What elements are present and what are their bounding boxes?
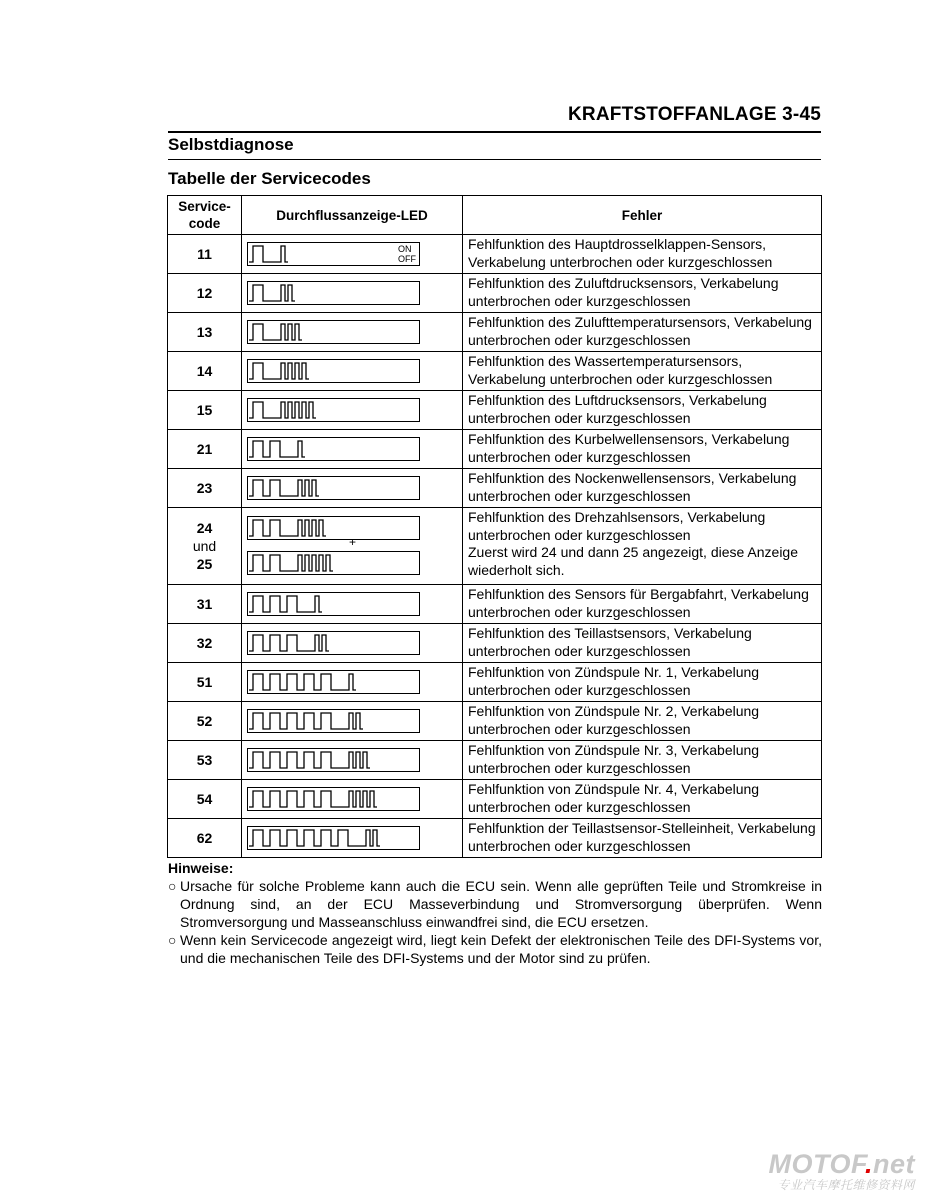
led-pulse-line bbox=[249, 520, 326, 536]
service-code-cell bbox=[168, 430, 242, 469]
led-pulse-line bbox=[249, 402, 316, 418]
led-pulse-line bbox=[249, 324, 302, 340]
table-title: Tabelle der Servicecodes bbox=[168, 169, 371, 188]
led-indicator bbox=[247, 709, 420, 733]
service-code: 13 bbox=[196, 324, 213, 340]
error-text: Fehlfunktion des Kurbelwellensensors, Verkabelung unterbrochen oder kurzgeschlossen bbox=[468, 431, 790, 465]
led-pulse-line bbox=[249, 285, 295, 301]
led-waveform-icon bbox=[248, 477, 419, 499]
service-code-cell bbox=[168, 469, 242, 508]
led-cell bbox=[242, 702, 463, 741]
error-description bbox=[463, 391, 822, 430]
led-waveform-icon bbox=[248, 827, 419, 849]
led-indicator bbox=[247, 242, 420, 266]
service-code: 51 bbox=[196, 674, 213, 690]
led-waveform-icon bbox=[248, 710, 419, 732]
error-text: Fehlfunktion des Hauptdrosselklappen-Sensors, Verkabelung unterbrochen oder kurzgeschlossen bbox=[468, 236, 773, 270]
table-header-row bbox=[168, 196, 822, 235]
header-rule bbox=[168, 131, 821, 133]
table-row bbox=[168, 624, 822, 663]
led-waveform-icon bbox=[248, 243, 419, 265]
led-cell bbox=[242, 430, 463, 469]
table-row bbox=[168, 780, 822, 819]
service-code: 54 bbox=[196, 791, 213, 807]
note-text: Wenn kein Servicecode angezeigt wird, liegt kein Defekt der elektronischen Teile des DFI-Systems vor, und die mechanischen Teile des DFI-Systems und der Motor sind zu prüfen. bbox=[180, 932, 822, 966]
error-description bbox=[463, 741, 822, 780]
service-code: 21 bbox=[196, 441, 213, 457]
table-row bbox=[168, 235, 822, 274]
service-code: 14 bbox=[196, 363, 213, 379]
led-cell bbox=[242, 313, 463, 352]
error-text: Fehlfunktion von Zündspule Nr. 3, Verkabelung unterbrochen oder kurzgeschlossen bbox=[468, 742, 760, 776]
led-indicator bbox=[247, 826, 420, 850]
notes bbox=[168, 859, 822, 967]
error-text-note: Zuerst wird 24 und dann 25 angezeigt, diese Anzeige wiederholt sich. bbox=[468, 544, 799, 578]
section-title: Selbstdiagnose bbox=[168, 135, 294, 154]
error-description bbox=[463, 469, 822, 508]
led-cell bbox=[242, 235, 463, 274]
table-row bbox=[168, 469, 822, 508]
led-cell bbox=[242, 352, 463, 391]
service-code: 62 bbox=[196, 830, 213, 846]
error-description bbox=[463, 819, 822, 858]
service-code: 11 bbox=[197, 246, 212, 262]
error-description bbox=[463, 313, 822, 352]
error-text: Fehlfunktion des Teillastsensors, Verkabelung unterbrochen oder kurzgeschlossen bbox=[468, 625, 752, 659]
led-pulse-line bbox=[249, 791, 377, 807]
error-text: Fehlfunktion von Zündspule Nr. 4, Verkabelung unterbrochen oder kurzgeschlossen bbox=[468, 781, 760, 815]
service-code-cell bbox=[168, 819, 242, 858]
led-waveform-icon bbox=[248, 632, 419, 654]
led-indicator bbox=[247, 437, 420, 461]
error-description bbox=[463, 702, 822, 741]
table-row bbox=[168, 430, 822, 469]
header-service-code: Service-code bbox=[168, 196, 242, 235]
error-description bbox=[463, 624, 822, 663]
led-pulse-line bbox=[249, 441, 305, 457]
led-pulse-line bbox=[249, 830, 380, 846]
led-waveform-icon bbox=[248, 671, 419, 693]
error-description bbox=[463, 585, 822, 624]
table-row bbox=[168, 274, 822, 313]
error-text: Fehlfunktion des Luftdrucksensors, Verkabelung unterbrochen oder kurzgeschlossen bbox=[468, 392, 767, 426]
led-pulse-line bbox=[249, 363, 309, 379]
led-cell bbox=[242, 391, 463, 430]
page-header-title: KRAFTSTOFFANLAGE 3-45 bbox=[568, 104, 821, 125]
service-code: 53 bbox=[196, 752, 213, 768]
service-code-cell bbox=[168, 274, 242, 313]
led-cell bbox=[242, 624, 463, 663]
error-text: Fehlfunktion des Zulufttemperatursensors, Verkabelung unterbrochen oder kurzgeschlossen bbox=[468, 314, 812, 348]
led-indicator bbox=[247, 476, 420, 500]
led-indicator bbox=[247, 551, 420, 575]
service-code: 25 bbox=[196, 556, 213, 572]
service-code: 12 bbox=[196, 285, 213, 301]
service-code: 23 bbox=[196, 480, 213, 496]
led-cell bbox=[242, 819, 463, 858]
service-code: 32 bbox=[196, 635, 213, 651]
error-description bbox=[463, 274, 822, 313]
led-pulse-line bbox=[249, 555, 333, 571]
led-indicator bbox=[247, 631, 420, 655]
led-waveform-icon bbox=[248, 282, 419, 304]
error-description bbox=[463, 663, 822, 702]
error-description bbox=[463, 780, 822, 819]
led-indicator bbox=[247, 516, 420, 540]
led-waveform-icon bbox=[248, 517, 419, 539]
service-code-cell bbox=[168, 235, 242, 274]
led-indicator bbox=[247, 670, 420, 694]
error-text: Fehlfunktion des Drehzahlsensors, Verkabelung unterbrochen oder kurzgeschlossen bbox=[468, 509, 766, 543]
service-code-cell bbox=[168, 585, 242, 624]
error-description bbox=[463, 352, 822, 391]
error-text: Fehlfunktion der Teillastsensor-Stelleinheit, Verkabelung unterbrochen oder kurzgeschlossen bbox=[468, 820, 816, 854]
section-rule bbox=[168, 159, 821, 160]
led-cell bbox=[242, 663, 463, 702]
led-pulse-line bbox=[249, 635, 329, 651]
led-indicator bbox=[247, 359, 420, 383]
on-label: ON bbox=[398, 244, 412, 254]
watermark-brand: MOTOF.net bbox=[768, 1149, 915, 1179]
note-text: Ursache für solche Probleme kann auch die ECU sein. Wenn alle geprüften Teile und Stromkreise in Ordnung sind, an der ECU Masseverbindung und Stromversorgung überprüfen. Wenn Stromversorgung und Masseanschluss einwandfrei sind, die ECU ersetzen. bbox=[180, 878, 822, 930]
led-waveform-icon bbox=[248, 552, 419, 574]
led-indicator bbox=[247, 398, 420, 422]
header-led: Durchflussanzeige-LED bbox=[242, 196, 463, 235]
service-code-cell bbox=[168, 741, 242, 780]
bullet-icon: ○ bbox=[168, 932, 177, 948]
watermark-logo bbox=[753, 1150, 915, 1192]
table-row bbox=[168, 391, 822, 430]
service-code-cell bbox=[168, 624, 242, 663]
service-code-table bbox=[167, 195, 822, 858]
service-code-cell bbox=[168, 352, 242, 391]
led-cell bbox=[242, 469, 463, 508]
led-cell bbox=[242, 508, 463, 585]
service-code: 24 bbox=[196, 520, 213, 536]
off-label: OFF bbox=[398, 254, 416, 264]
led-pulse-line bbox=[249, 480, 319, 496]
led-cell bbox=[242, 585, 463, 624]
led-waveform-icon bbox=[248, 438, 419, 460]
table-row bbox=[168, 585, 822, 624]
error-description bbox=[463, 235, 822, 274]
header-error: Fehler bbox=[463, 196, 822, 235]
led-pulse-line bbox=[249, 713, 363, 729]
watermark-subtitle: 专业汽车摩托维修资料网 bbox=[777, 1178, 915, 1192]
notes-title: Hinweise: bbox=[168, 860, 234, 876]
service-code-cell bbox=[168, 508, 242, 585]
bullet-icon: ○ bbox=[168, 878, 177, 894]
led-waveform-icon bbox=[248, 593, 419, 615]
und-label: und bbox=[192, 538, 217, 554]
led-indicator bbox=[247, 748, 420, 772]
table-row bbox=[168, 313, 822, 352]
led-indicator bbox=[247, 787, 420, 811]
led-cell bbox=[242, 274, 463, 313]
on-off-legend bbox=[398, 244, 416, 264]
note-item bbox=[168, 931, 822, 967]
service-code: 52 bbox=[196, 713, 213, 729]
error-description bbox=[463, 430, 822, 469]
service-code-cell bbox=[168, 702, 242, 741]
error-text: Fehlfunktion des Zuluftdrucksensors, Verkabelung unterbrochen oder kurzgeschlossen bbox=[468, 275, 779, 309]
error-description bbox=[463, 508, 822, 585]
led-pulse-line bbox=[249, 674, 356, 690]
led-pulse-line bbox=[249, 246, 288, 262]
table-row bbox=[168, 741, 822, 780]
led-pulse-line bbox=[249, 596, 322, 612]
error-text: Fehlfunktion des Sensors für Bergabfahrt, Verkabelung unterbrochen oder kurzgeschlossen bbox=[468, 586, 809, 620]
service-code: 31 bbox=[196, 596, 213, 612]
led-waveform-icon bbox=[248, 321, 419, 343]
service-code-cell bbox=[168, 663, 242, 702]
led-cell bbox=[242, 741, 463, 780]
led-indicator bbox=[247, 320, 420, 344]
error-text: Fehlfunktion von Zündspule Nr. 1, Verkabelung unterbrochen oder kurzgeschlossen bbox=[468, 664, 760, 698]
table-row bbox=[168, 508, 822, 585]
error-text: Fehlfunktion des Wassertemperatursensors, Verkabelung unterbrochen oder kurzgeschlossen bbox=[468, 353, 773, 387]
note-item bbox=[168, 877, 822, 931]
table-row bbox=[168, 663, 822, 702]
service-code-cell bbox=[168, 780, 242, 819]
led-cell bbox=[242, 780, 463, 819]
led-pulse-line bbox=[249, 752, 370, 768]
led-waveform-icon bbox=[248, 788, 419, 810]
service-code: 15 bbox=[196, 402, 213, 418]
led-indicator bbox=[247, 281, 420, 305]
error-text: Fehlfunktion von Zündspule Nr. 2, Verkabelung unterbrochen oder kurzgeschlossen bbox=[468, 703, 760, 737]
led-indicator bbox=[247, 592, 420, 616]
plus-icon: + bbox=[349, 535, 357, 549]
service-code-cell bbox=[168, 313, 242, 352]
led-waveform-icon bbox=[248, 399, 419, 421]
led-waveform-icon bbox=[248, 360, 419, 382]
led-waveform-icon bbox=[248, 749, 419, 771]
service-code-cell bbox=[168, 391, 242, 430]
table-row bbox=[168, 819, 822, 858]
error-text: Fehlfunktion des Nockenwellensensors, Verkabelung unterbrochen oder kurzgeschlossen bbox=[468, 470, 797, 504]
table-row bbox=[168, 702, 822, 741]
table-row bbox=[168, 352, 822, 391]
